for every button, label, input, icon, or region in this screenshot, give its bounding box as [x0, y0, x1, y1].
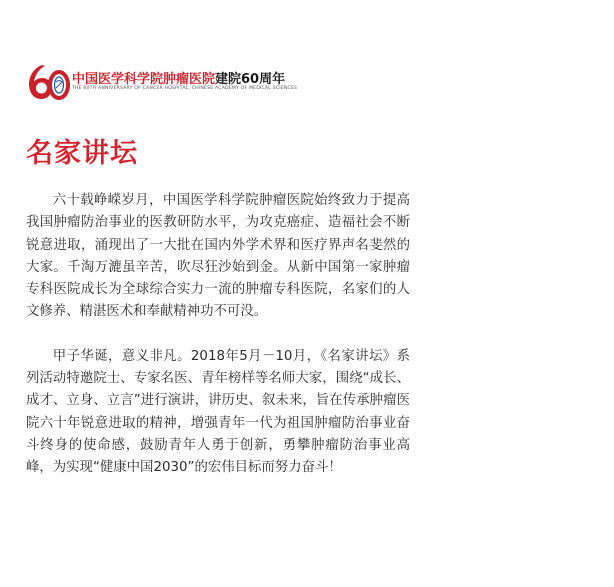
logo-hospital-name	[72, 68, 285, 87]
anniversary-logo	[26, 62, 346, 102]
logo-hospital-name-main: 中国医学科学院肿瘤医院	[72, 72, 216, 87]
sixty-anniversary-emblem-icon	[26, 62, 70, 102]
logo-anniversary-text: 建院60周年	[215, 72, 286, 87]
logo-english-subtitle: THE 60TH ANNIVERSARY OF CANCER HOSPITAL, CHINESE ACADEMY OF MEDICAL SCIENCES	[72, 86, 298, 91]
intro-paragraph-1: 六十载峥嵘岁月，中国医学科学院肿瘤医院始终致力于提高我国肿瘤防治事业的医教研防水平，为攻克癌症、造福社会不断锐意进取，涌现出了一大批在国内外学术界和医疗界声名斐然的大家。千淘万漉虽辛苦，吹尽狂沙始到金。从新中国第一家肿瘤专科医院成长为全球综合实力一流的肿瘤专科医院，名家们的人文修养、精湛医术和奉献精神功不可没。	[26, 193, 410, 320]
intro-paragraph-2: 甲子华诞，意义非凡。2018年5月－10月，《名家讲坛》系列活动特邀院士、专家名医、青年榜样等名师大家，围绕“成长、成才、立身、立言”进行演讲，讲历史、叙未来，旨在传承肿瘤医院六十年锐意进取的精神，增强青年一代为祖国肿瘤防治事业奋斗终身的使命感，鼓励青年人勇于创新，勇攀肿瘤防治事业高峰，为实现“健康中国2030”的宏伟目标而努力奋斗！	[26, 348, 410, 476]
intro-text	[26, 190, 410, 480]
section-title: 名家讲坛	[26, 138, 138, 169]
